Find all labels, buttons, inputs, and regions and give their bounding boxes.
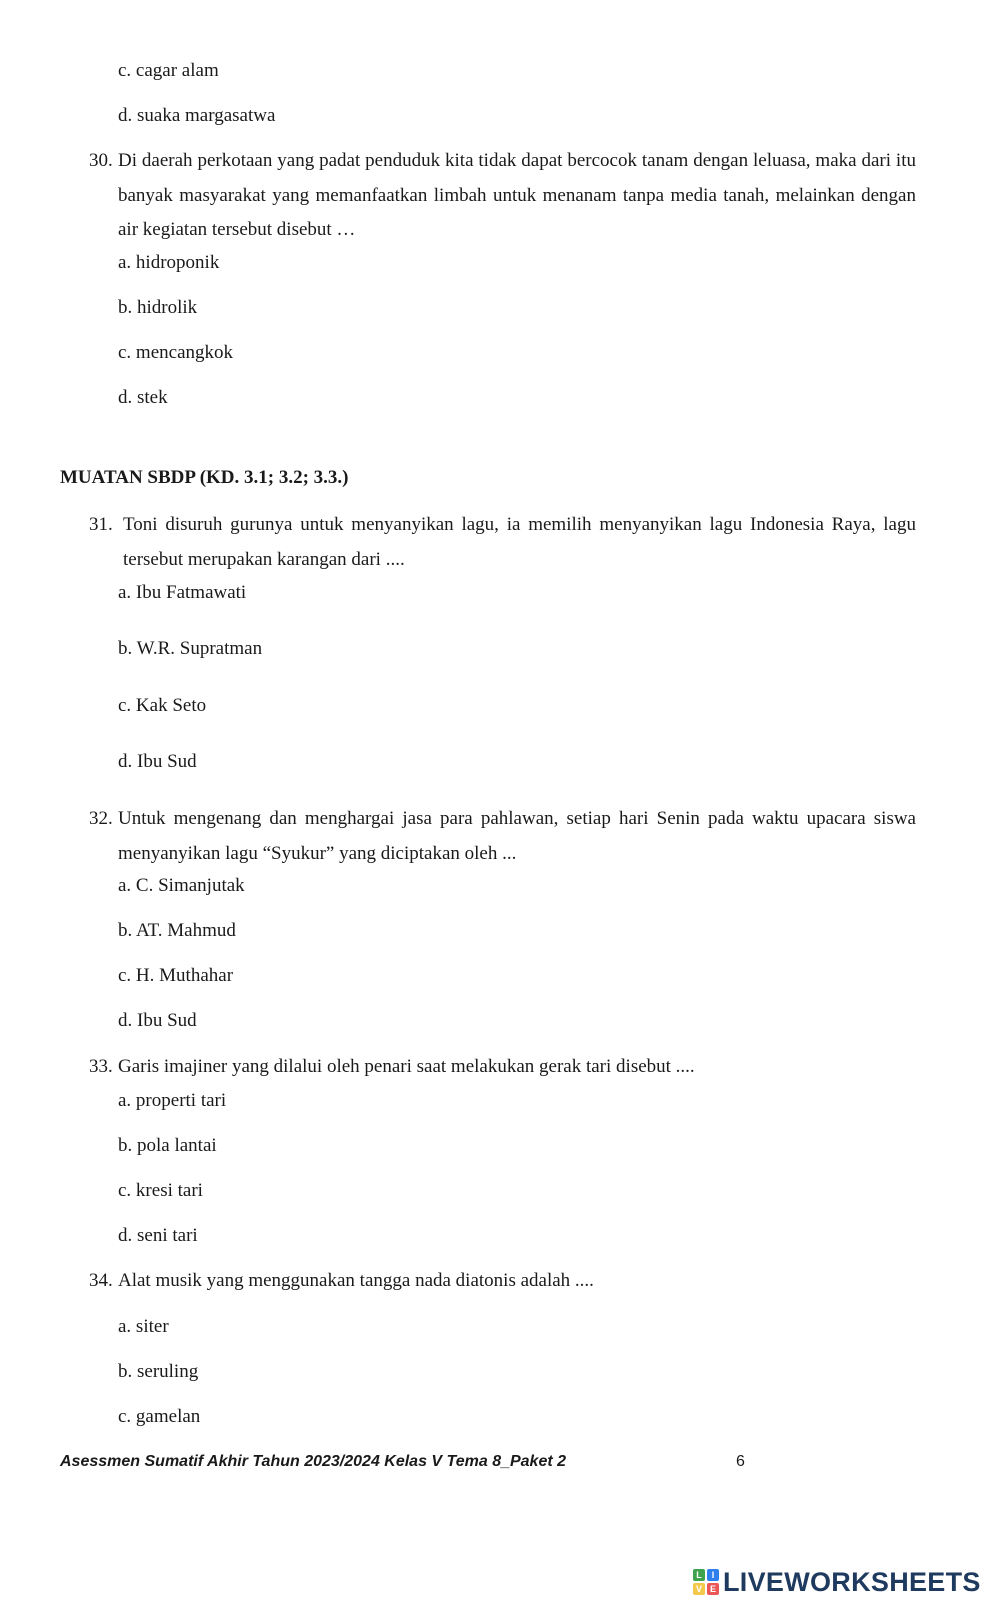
question-30-option-a: a. hidroponik — [118, 252, 220, 273]
question-31-number: 31. — [89, 514, 113, 535]
logo-tile-e: E — [707, 1583, 719, 1595]
question-30-text: Di daerah perkotaan yang padat penduduk kita tidak dapat bercocok tanam dengan leluasa, maka dari itu banyak masyarakat yang memanfaatkan limbah untuk menanam tanpa media tanah, melainkan dengan air kegiatan tersebut disebut … — [118, 150, 916, 240]
question-34-option-b: b. seruling — [118, 1361, 199, 1382]
question-33-option-d: d. seni tari — [118, 1225, 198, 1246]
question-30-option-d: d. stek — [118, 387, 168, 408]
question-33-option-a: a. properti tari — [118, 1090, 227, 1111]
question-32-option-b: b. AT. Mahmud — [118, 920, 236, 941]
question-31-text: Toni disuruh gurunya untuk menyanyikan lagu, ia memilih menyanyikan lagu Indonesia Raya, lagu tersebut merupakan karangan dari .... — [123, 514, 916, 570]
question-30-number: 30. — [89, 150, 113, 171]
question-34-number: 34. — [89, 1270, 113, 1291]
question-32-option-a: a. C. Simanjutak — [118, 875, 245, 896]
question-33-text: Garis imajiner yang dilalui oleh penari saat melakukan gerak tari disebut .... — [118, 1056, 695, 1077]
logo-tile-i: I — [707, 1569, 719, 1581]
question-31-option-b: b. W.R. Supratman — [118, 638, 263, 659]
question-34-option-a: a. siter — [118, 1316, 169, 1337]
question-32-option-d: d. Ibu Sud — [118, 1010, 197, 1031]
question-31-option-d: d. Ibu Sud — [118, 751, 197, 772]
question-33-option-c: c. kresi tari — [118, 1180, 203, 1201]
question-30-option-b: b. hidrolik — [118, 297, 198, 318]
logo-tile-v: V — [693, 1583, 705, 1595]
question-32-option-c: c. H. Muthahar — [118, 965, 234, 986]
question-33-option-b: b. pola lantai — [118, 1135, 217, 1156]
option-prev-c: c. cagar alam — [118, 60, 219, 81]
question-32-text: Untuk mengenang dan menghargai jasa para pahlawan, setiap hari Senin pada waktu upacara siswa menyanyikan lagu “Syukur” yang diciptakan oleh ... — [118, 808, 916, 864]
question-33-number: 33. — [89, 1056, 113, 1077]
question-31-option-a: a. Ibu Fatmawati — [118, 582, 247, 603]
liveworksheets-logo — [693, 1565, 981, 1599]
question-31-option-c: c. Kak Seto — [118, 695, 207, 716]
liveworksheets-logo-text: LIVEWORKSHEETS — [723, 1566, 981, 1597]
page-number: 6 — [736, 1453, 745, 1470]
question-30-option-c: c. mencangkok — [118, 342, 234, 363]
logo-tile-l: L — [693, 1569, 705, 1581]
question-32-number: 32. — [89, 808, 113, 829]
question-34-option-c: c. gamelan — [118, 1406, 201, 1427]
question-34-text: Alat musik yang menggunakan tangga nada diatonis adalah .... — [118, 1270, 594, 1291]
option-prev-d: d. suaka margasatwa — [118, 105, 276, 126]
section-heading: MUATAN SBDP (KD. 3.1; 3.2; 3.3.) — [60, 467, 349, 488]
footer-title: Asessmen Sumatif Akhir Tahun 2023/2024 Kelas V Tema 8_Paket 2 — [60, 1453, 567, 1470]
liveworksheets-logo-icon — [693, 1569, 719, 1595]
